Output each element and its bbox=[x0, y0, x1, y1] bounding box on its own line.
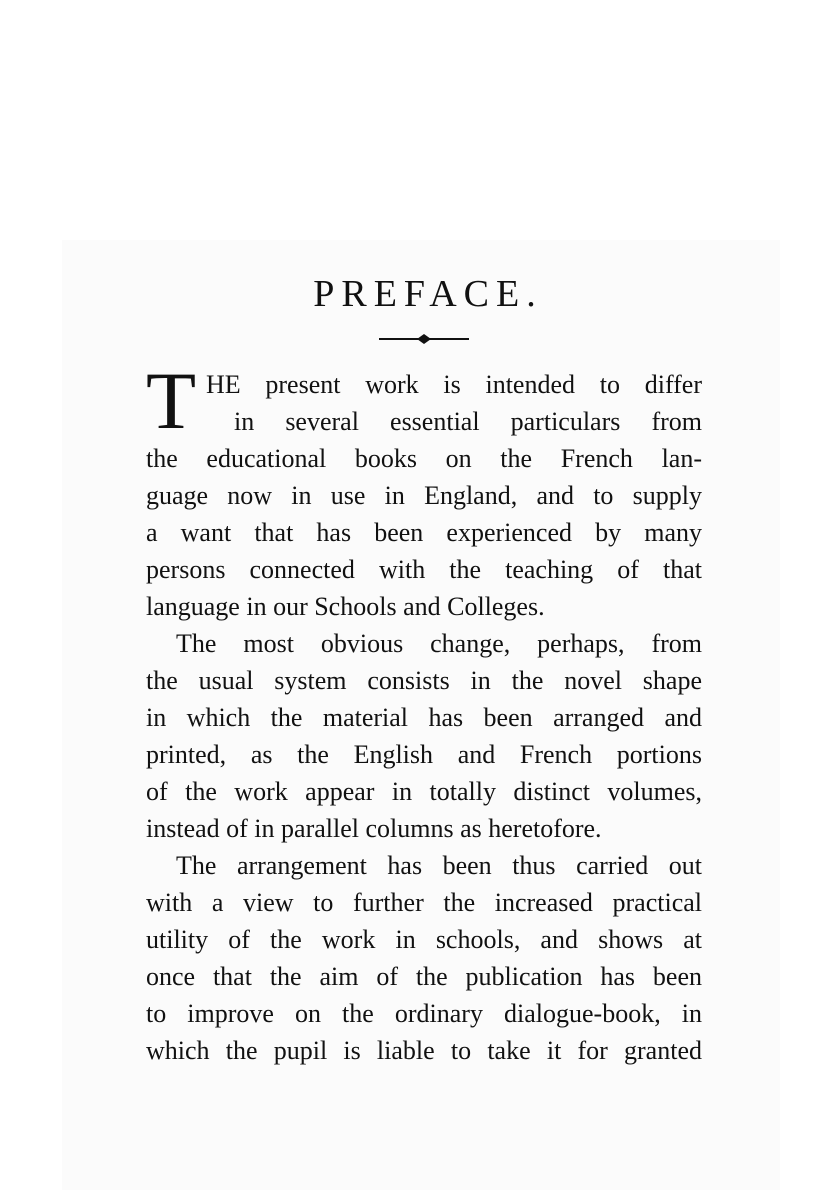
drop-cap: T bbox=[146, 355, 197, 446]
text-line: utility of the work in schools, and shows at bbox=[146, 925, 702, 954]
text-line: a want that has been experienced by many bbox=[146, 518, 702, 547]
paragraph-3 bbox=[146, 847, 702, 1069]
text-line: in several essential particulars from bbox=[234, 407, 702, 436]
text-line: which the pupil is liable to take it for granted bbox=[146, 1036, 702, 1065]
text-line: the usual system consists in the novel shape bbox=[146, 666, 702, 695]
text-line: to improve on the ordinary dialogue-book, in bbox=[146, 999, 702, 1028]
text-line: guage now in use in England, and to supply bbox=[146, 481, 702, 510]
paragraph-1 bbox=[146, 355, 702, 625]
paragraph-2 bbox=[146, 625, 702, 847]
text-line: The arrangement has been thus carried out bbox=[176, 851, 702, 880]
body-text bbox=[146, 355, 702, 1069]
text-line: the educational books on the French lan- bbox=[146, 444, 702, 473]
text-line: printed, as the English and French portions bbox=[146, 740, 702, 769]
page-title: PREFACE. bbox=[313, 273, 543, 315]
text-line: language in our Schools and Colleges. bbox=[146, 592, 545, 621]
text-line: instead of in parallel columns as heretofore. bbox=[146, 814, 602, 843]
text-line: of the work appear in totally distinct volumes, bbox=[146, 777, 702, 806]
text-line: once that the aim of the publication has been bbox=[146, 962, 702, 991]
text-line: in which the material has been arranged and bbox=[146, 703, 702, 732]
text-line: persons connected with the teaching of that bbox=[146, 555, 702, 584]
text-line: The most obvious change, perhaps, from bbox=[176, 629, 702, 658]
text-line: with a view to further the increased practical bbox=[146, 888, 702, 917]
text-line: HE present work is intended to differ bbox=[206, 370, 702, 399]
ornament-divider-icon bbox=[379, 332, 469, 346]
preface-page bbox=[146, 270, 702, 1069]
